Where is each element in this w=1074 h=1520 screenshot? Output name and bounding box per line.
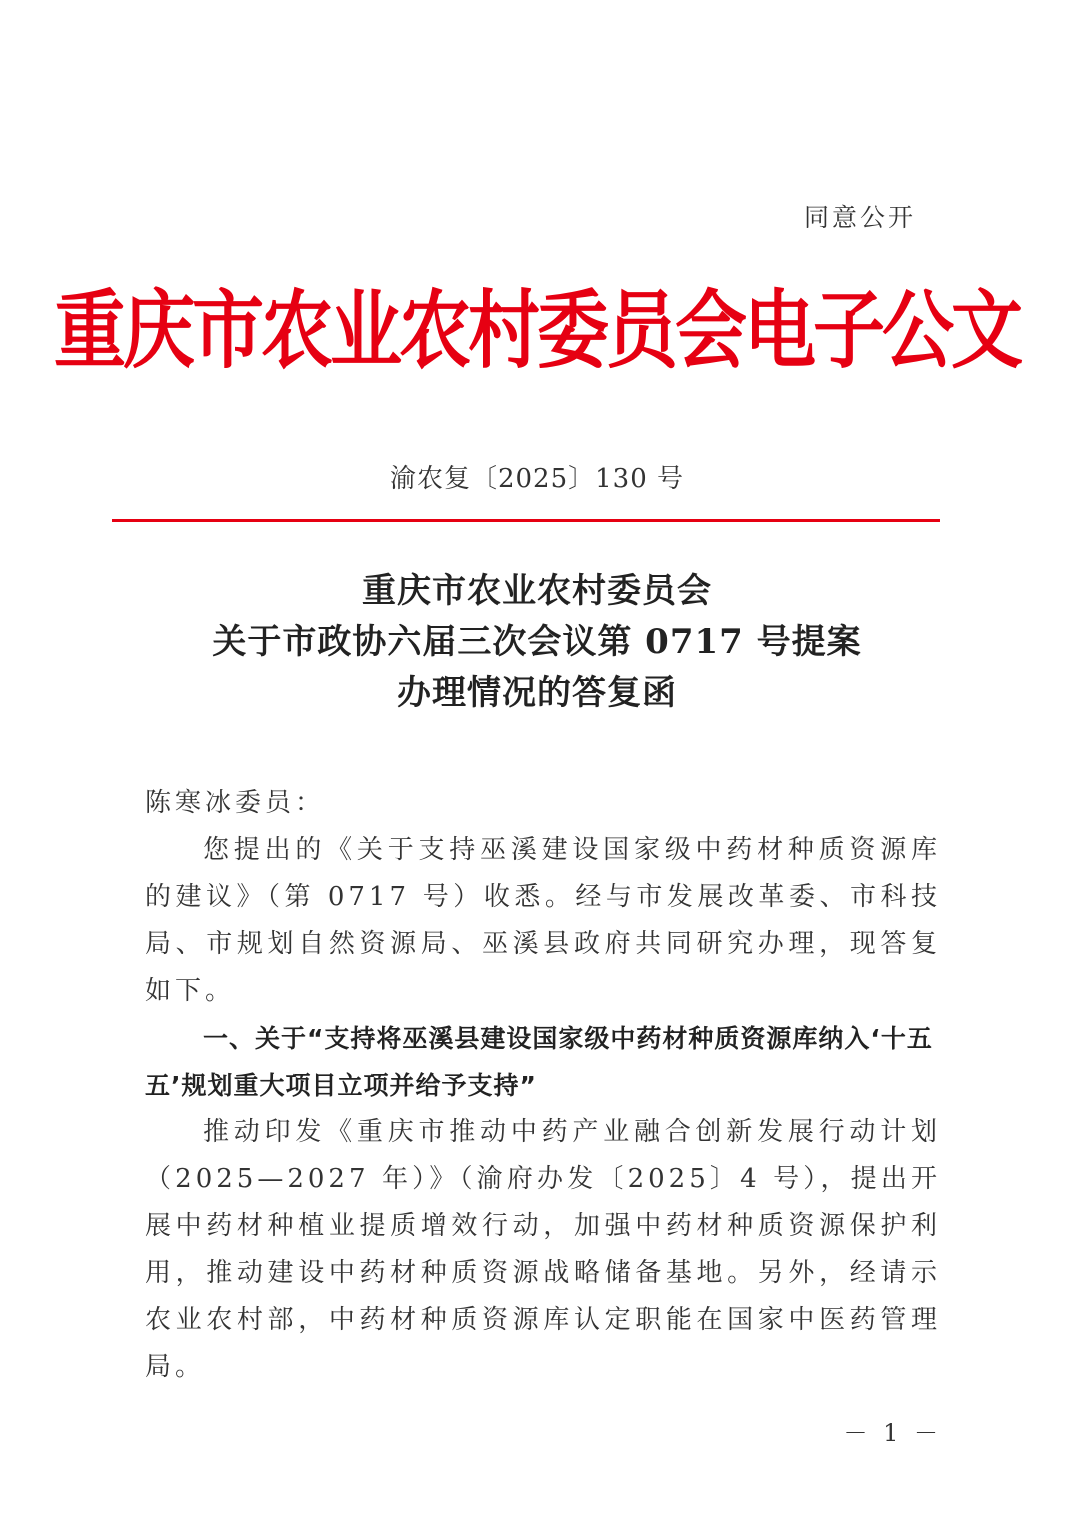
salutation: 陈寒冰委员： [145,788,326,818]
document-body [145,780,941,1391]
masthead-title: 重庆市农业农村委员会电子公文 [53,280,1020,380]
title-line-2: 关于市政协六届三次会议第 0717 号提案 [212,622,862,662]
document-number: 渝农复〔2025〕130 号 [389,464,685,494]
red-divider-line [112,519,940,522]
document-title [0,566,1074,719]
body-paragraph-1: 您提出的《关于支持巫溪建设国家级中药材种质资源库的建议》（第 0717 号）收悉。经与市发展改革委、市科技局、市规划自然资源局、巫溪县政府共同研究办理，现答复如下。 [145,835,941,1006]
body-paragraph-2: 推动印发《重庆市推动中药产业融合创新发展行动计划（2025—2027 年）》（渝府办发〔2025〕4 号），提出开展中药材种植业提质增效行动，加强中药材种质资源保护利用，推动建设中药材种质资源战略储备基地。另外，经请示农业农村部，中药材种质资源库认定职能在国家中医药管理局。 [145,1117,941,1382]
section-heading-1: 一、关于“支持将巫溪县建设国家级中药材种质资源库纳入‘十五五’规划重大项目立项并给予支持” [145,1024,933,1100]
disclosure-label: 同意公开 [803,203,916,232]
page-number: － 1 － [843,1419,942,1447]
title-line-3: 办理情况的答复函 [397,673,677,713]
title-line-1: 重庆市农业农村委员会 [362,571,712,611]
